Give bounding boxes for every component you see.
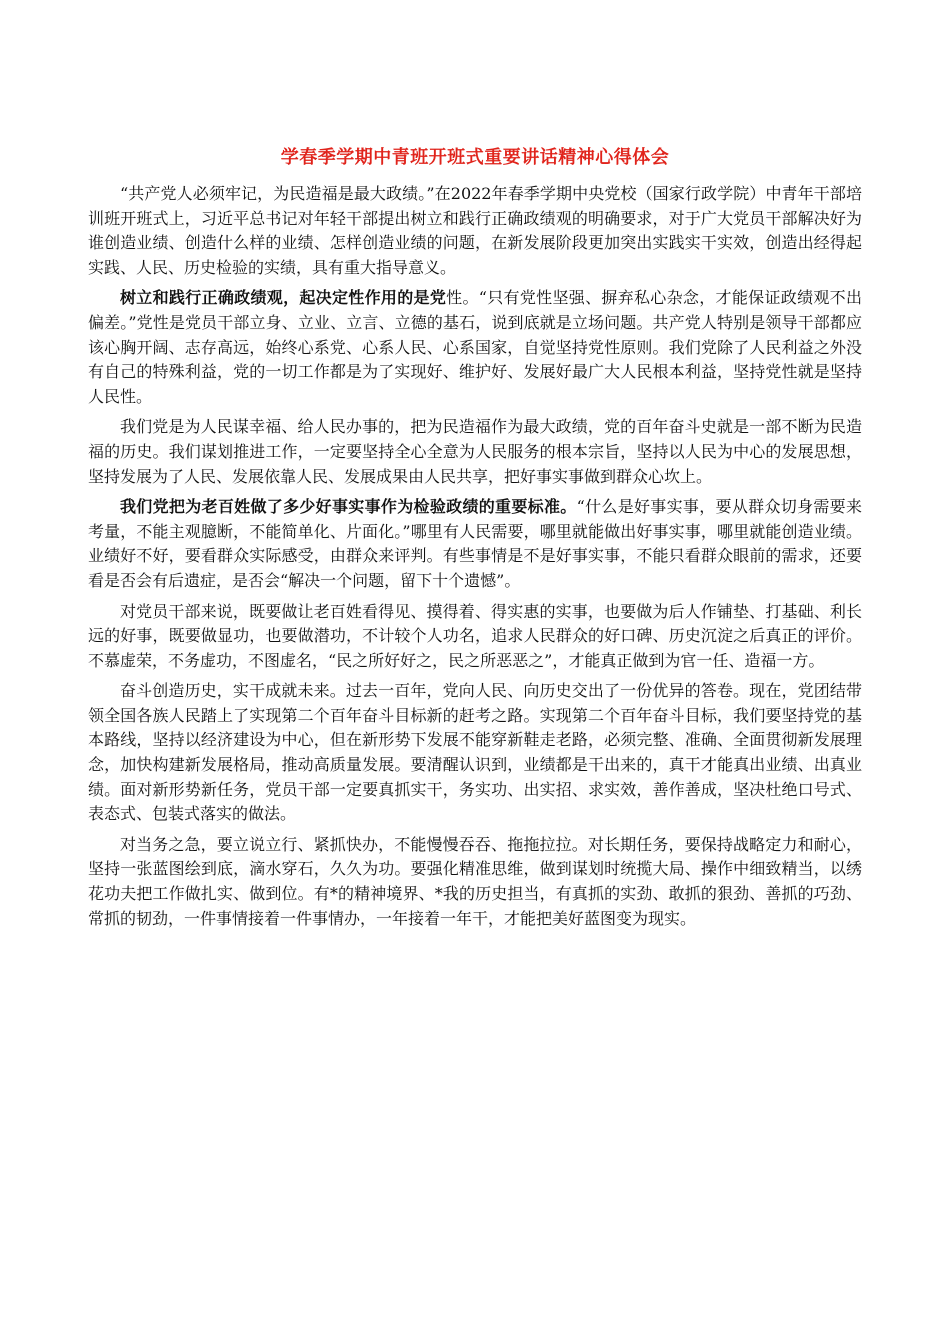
paragraph-text: 我们党是为人民谋幸福、给人民办事的，把为民造福作为最大政绩，党的百年奋斗史就是一部不断为民造福的历史。我们谋划推进工作，一定要坚持全心全意为人民服务的根本宗旨，坚持以人民为中心的发展思想，坚持发展为了人民、发展依靠人民、发展成果由人民共享，把好事实事做到群众心坎上。 [88, 417, 862, 486]
paragraph-5 [88, 600, 862, 674]
paragraph-6 [88, 679, 862, 827]
paragraph-2 [88, 286, 862, 409]
paragraph-text: “什么是好事实事，要从群众切身需要来考量，不能主观臆断，不能简单化、片面化。”哪里有人民需要，哪里就能做出好事实事，哪里就能创造业绩。业绩好不好，要看群众实际感受，由群众来评判。有些事情是不是好事实事，不能只看群众眼前的需求，还要看是否会有后遗症，是否会“解决一个问题，留下十个遗憾”。 [88, 497, 862, 590]
paragraph-lead: 树立和践行正确政绩观，起决定性作用的是党 [120, 288, 447, 308]
paragraph-text: 对当务之急，要立说立行、紧抓快办，不能慢慢吞吞、拖拖拉拉。对长期任务，要保持战略定力和耐心，坚持一张蓝图绘到底，滴水穿石，久久为功。要强化精准思维，做到谋划时统揽大局、操作中细致精当，以绣花功夫把工作做扎实、做到位。有*的精神境界、*我的历史担当，有真抓的实劲、敢抓的狠劲、善抓的巧劲、常抓的韧劲，一件事情接着一件事情办，一年接着一年干，才能把美好蓝图变为现实。 [88, 834, 862, 928]
paragraph-text: 性。“只有党性坚强、摒弃私心杂念，才能保证政绩观不出偏差。”党性是党员干部立身、立业、立言、立德的基石，说到底就是立场问题。共产党人特别是领导干部都应该心胸开阔、志存高远，始终心系党、心系人民、心系国家，自觉坚持党性原则。我们党除了人民利益之外没有自己的特殊利益，党的一切工作都是为了实现好、维护好、发展好最广大人民根本利益，坚持党性就是坚持人民性。 [88, 288, 862, 406]
paragraph-text: 奋斗创造历史，实干成就未来。过去一百年，党向人民、向历史交出了一份优异的答卷。现在，党团结带领全国各族人民踏上了实现第二个百年奋斗目标新的赶考之路。实现第二个百年奋斗目标，我们要坚持党的基本路线，坚持以经济建设为中心，但在新形势下发展不能穿新鞋走老路，必须完整、准确、全面贯彻新发展理念，加快构建新发展格局，推动高质量发展。要清醒认识到，业绩都是干出来的，真干才能真出业绩、出真业绩。面对新形势新任务，党员干部一定要真抓实干，务实功、出实招、求实效，善作善成，坚决杜绝口号式、表态式、包装式落实的做法。 [88, 681, 862, 824]
paragraph-3 [88, 415, 862, 489]
paragraph-text: 对党员干部来说，既要做让老百姓看得见、摸得着、得实惠的实事，也要做为后人作铺垫、打基础、利长远的好事，既要做显功，也要做潜功，不计较个人功名，追求人民群众的好口碑、历史沉淀之后真正的评价。不慕虚荣，不务虚功，不图虚名，“民之所好好之，民之所恶恶之”，才能真正做到为官一任、造福一方。 [88, 601, 862, 670]
paragraph-text: “共产党人必须牢记，为民造福是最大政绩。”在2022年春季学期中央党校（国家行政学院）中青年干部培训班开班式上，习近平总书记对年轻干部提出树立和践行正确政绩观的明确要求，对于广大党员干部解决好为谁创造业绩、创造什么样的业绩、怎样创造业绩的问题，在新发展阶段更加突出实践实干实效，创造出经得起实践、人民、历史检验的实绩，具有重大指导意义。 [88, 184, 862, 277]
document-title: 学春季学期中青班开班式重要讲话精神心得体会 [280, 147, 670, 168]
paragraph-4 [88, 495, 862, 593]
paragraph-lead: 我们党把为老百姓做了多少好事实事作为检验政绩的重要标准。 [120, 497, 577, 517]
paragraph-7 [88, 833, 862, 931]
paragraph-1 [88, 182, 862, 280]
